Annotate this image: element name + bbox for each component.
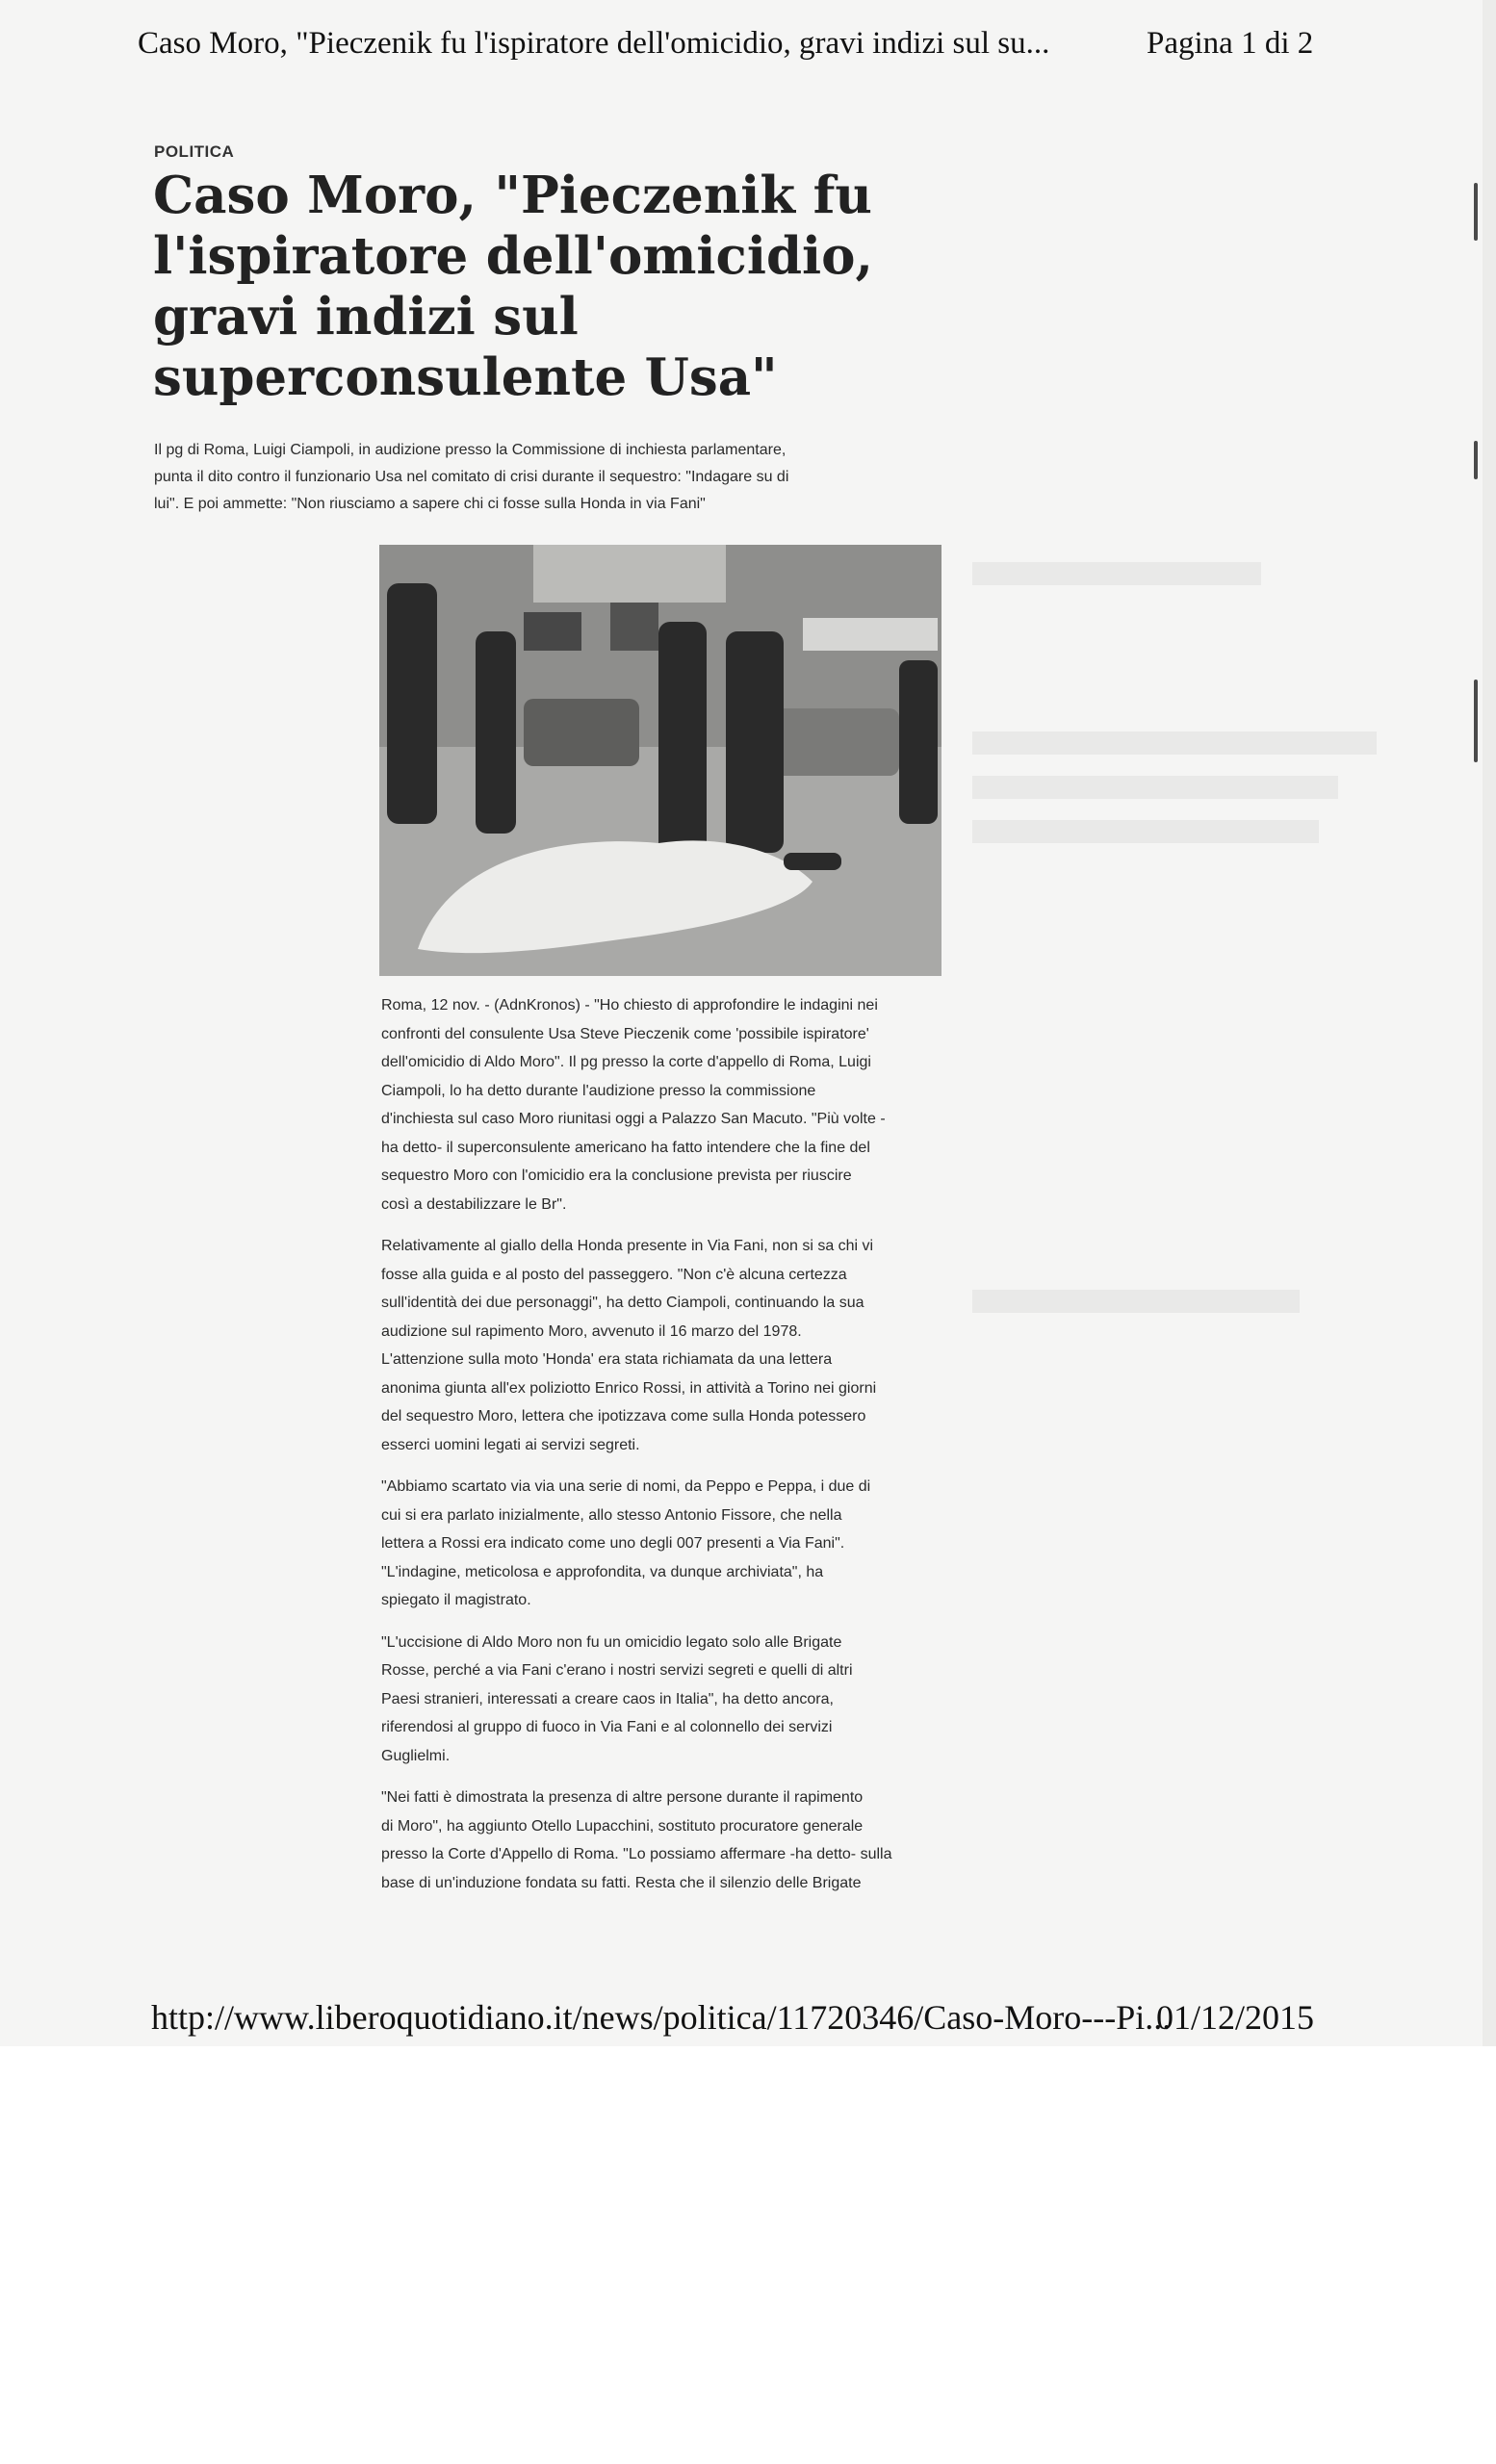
body-line: dell'omicidio di Aldo Moro". Il pg presso la corte d'appello di Roma, Luigi	[381, 1054, 871, 1070]
body-line: riferendosi al gruppo di fuoco in Via Fani e al colonnello dei servizi	[381, 1719, 833, 1735]
pdf-header	[138, 26, 1331, 72]
bleed-through-shadow	[972, 1290, 1300, 1313]
body-line: base di un'induzione fondata su fatti. Resta che il silenzio delle Brigate	[381, 1874, 862, 1891]
body-line: "L'uccisione di Aldo Moro non fu un omicidio legato solo alle Brigate	[381, 1633, 842, 1651]
photo-person	[899, 660, 938, 824]
headline-line: l'ispiratore dell'omicidio,	[153, 226, 873, 286]
article-paragraph	[381, 1784, 959, 1897]
body-line: d'inchiesta sul caso Moro riunitasi oggi a Palazzo San Macuto. "Più volte -	[381, 1111, 886, 1127]
photo-windows	[610, 603, 658, 651]
photo-car	[524, 699, 639, 766]
body-line: del sequestro Moro, lettera che ipotizzava come sulla Honda potessero	[381, 1408, 866, 1424]
body-line: anonima giunta all'ex poliziotto Enrico Rossi, in attività a Torino nei giorni	[381, 1379, 877, 1397]
body-line: spiegato il magistrato.	[381, 1592, 531, 1608]
scan-mark	[1474, 183, 1478, 241]
photo-windows	[524, 612, 581, 651]
body-line: ha detto- il superconsulente americano ha fatto intendere che la fine del	[381, 1139, 870, 1156]
headline-line: gravi indizi sul	[153, 287, 579, 346]
bleed-through-shadow	[972, 562, 1261, 585]
article-photo	[379, 545, 941, 976]
body-line: di Moro", ha aggiunto Otello Lupacchini, sostituto procuratore generale	[381, 1817, 864, 1835]
headline-line: superconsulente Usa"	[153, 347, 778, 407]
scan-mark	[1474, 680, 1478, 762]
body-line: Ciampoli, lo ha detto durante l'audizione presso la commissione	[381, 1082, 816, 1099]
body-line: audizione sul rapimento Moro, avvenuto il 16 marzo del 1978.	[381, 1322, 802, 1340]
article-body	[381, 991, 959, 1911]
photo-sign	[803, 618, 938, 651]
body-line: Roma, 12 nov. - (AdnKronos) - "Ho chiesto di approfondire le indagini nei	[381, 997, 878, 1014]
article-headline	[153, 166, 885, 408]
article-category: POLITICA	[154, 142, 235, 161]
body-line: fosse alla guida e al posto del passeggero. "Non c'è alcuna certezza	[381, 1266, 847, 1283]
article-paragraph	[381, 1629, 959, 1771]
body-line: L'attenzione sulla moto 'Honda' era stata richiamata da una lettera	[381, 1351, 833, 1368]
street-scene-photo	[379, 545, 941, 976]
photo-person	[476, 631, 516, 834]
body-line: sull'identità dei due personaggi", ha detto Ciampoli, continuando la sua	[381, 1295, 864, 1311]
pdf-footer	[151, 1997, 1345, 2043]
article-paragraph	[381, 991, 959, 1219]
article-paragraph	[381, 1232, 959, 1459]
article-lede	[154, 437, 943, 518]
article-paragraph	[381, 1473, 959, 1615]
lede-line: Il pg di Roma, Luigi Ciampoli, in audizione presso la Commissione di inchiesta parlamentare,	[154, 442, 787, 458]
bleed-through-shadow	[972, 776, 1338, 799]
pdf-header-title: Caso Moro, "Pieczenik fu l'ispiratore dell'omicidio, gravi indizi sul su...	[138, 26, 1050, 61]
source-url: http://www.liberoquotidiano.it/news/politica/11720346/Caso-Moro---Pi...	[151, 1998, 1172, 2037]
body-line: presso la Corte d'Appello di Roma. "Lo possiamo affermare -ha detto- sulla	[381, 1846, 892, 1862]
bleed-through-shadow	[972, 732, 1377, 755]
body-line: Relativamente al giallo della Honda presente in Via Fani, non si sa chi vi	[381, 1238, 874, 1254]
pdf-page-number: Pagina 1 di 2	[1147, 26, 1314, 61]
body-line: "L'indagine, meticolosa e approfondita, va dunque archiviata", ha	[381, 1563, 824, 1580]
photo-shoes	[784, 853, 841, 870]
body-line: sequestro Moro con l'omicidio era la conclusione prevista per riuscire	[381, 1168, 852, 1184]
body-line: confronti del consulente Usa Steve Pieczenik come 'possibile ispiratore'	[381, 1025, 869, 1042]
scan-edge-shadow	[1483, 0, 1496, 2046]
lede-line: punta il dito contro il funzionario Usa nel comitato di crisi durante il sequestro: "Indagare su di	[154, 469, 789, 485]
body-line: cui si era parlato inizialmente, allo stesso Antonio Fissore, che nella	[381, 1506, 842, 1524]
body-line: Guglielmi.	[381, 1747, 451, 1764]
lede-line: lui". E poi ammette: "Non riusciamo a sapere chi ci fosse sulla Honda in via Fani"	[154, 496, 706, 512]
photo-car	[764, 708, 899, 776]
scan-mark	[1474, 441, 1478, 479]
photo-person	[658, 622, 707, 862]
print-date: 01/12/2015	[1156, 1998, 1315, 2037]
body-line: "Nei fatti è dimostrata la presenza di altre persone durante il rapimento	[381, 1789, 864, 1806]
photo-building-upper	[533, 545, 726, 603]
headline-line: Caso Moro, "Pieczenik fu	[153, 166, 872, 225]
photo-person	[726, 631, 784, 853]
body-line: così a destabilizzare le Br".	[381, 1195, 567, 1213]
body-line: esserci uomini legati ai servizi segreti.	[381, 1436, 640, 1453]
body-line: lettera a Rossi era indicato come uno degli 007 presenti a Via Fani".	[381, 1535, 845, 1552]
body-line: Rosse, perché a via Fani c'erano i nostri servizi segreti e quelli di altri	[381, 1662, 853, 1679]
photo-person	[387, 583, 437, 824]
body-line: "Abbiamo scartato via via una serie di nomi, da Peppo e Peppa, i due di	[381, 1478, 871, 1495]
bleed-through-shadow	[972, 820, 1319, 843]
body-line: Paesi stranieri, interessati a creare caos in Italia", ha detto ancora,	[381, 1690, 834, 1707]
